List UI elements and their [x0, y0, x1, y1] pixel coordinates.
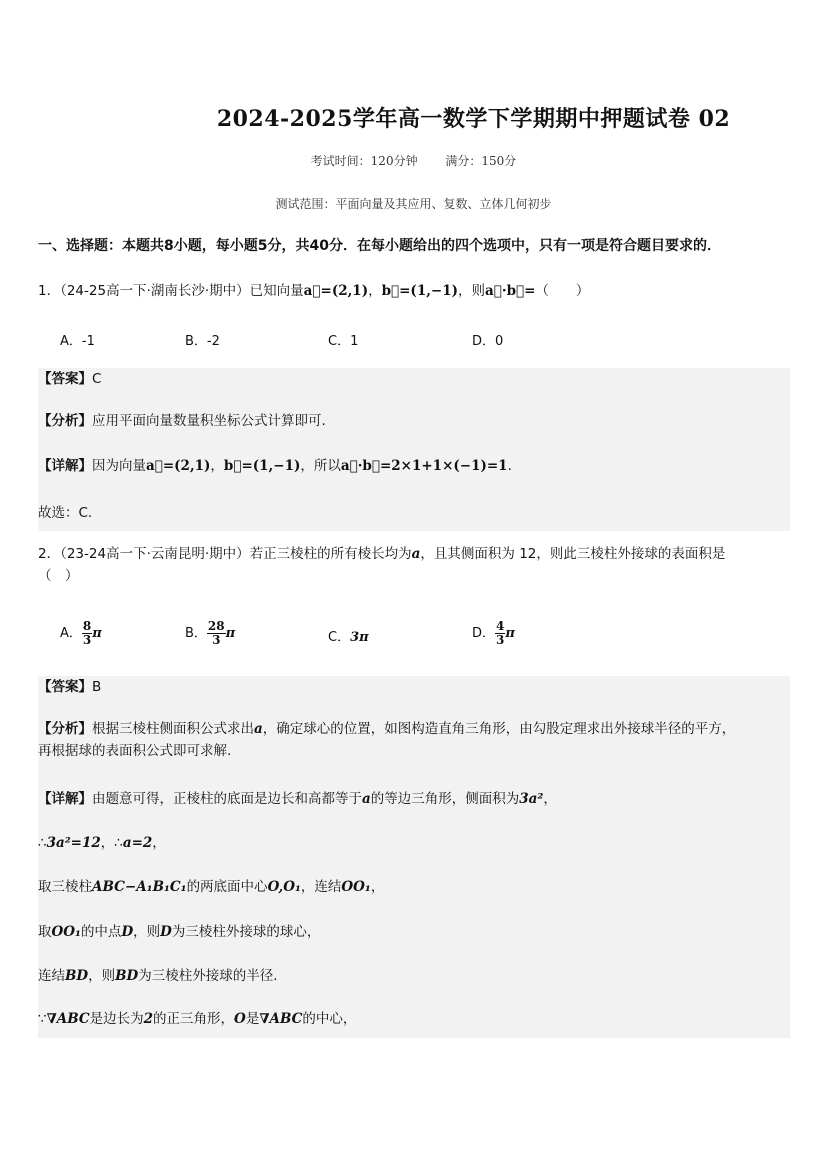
- detail-text: ，∴: [100, 835, 123, 851]
- analysis-text-b: ，确定球心的位置，如图构造直角三角形，由勾股定理求出外接球半径的平方，: [262, 721, 736, 737]
- q2-detail-5: [38, 965, 792, 987]
- option-label: C．: [328, 334, 351, 349]
- option-label: B．: [185, 334, 207, 349]
- denominator: 3: [212, 633, 221, 647]
- option-value: -2: [206, 334, 220, 349]
- detail-expression: ABC−A₁B₁C₁: [92, 879, 187, 895]
- analysis-var: a: [254, 721, 263, 737]
- q1-text: 已知向量: [249, 283, 304, 299]
- detail-expression: BD: [115, 968, 139, 984]
- q1-option-d[interactable]: [472, 330, 503, 349]
- detail-expression: a=2: [122, 835, 153, 851]
- q2-text: 若正三棱柱的所有棱长均为: [249, 546, 412, 562]
- answer-tag: 【答案】: [38, 371, 92, 387]
- q1-answer: [38, 368, 792, 390]
- detail-text: ，则: [88, 968, 116, 984]
- detail-text: 的两底面中心: [186, 879, 268, 895]
- denominator: 3: [82, 633, 92, 647]
- q2-answer: [38, 676, 792, 698]
- fraction: [207, 620, 226, 647]
- detail-text: 由题意可得，正棱柱的底面是边长和高都等于: [92, 791, 362, 807]
- detail-text: 连结: [38, 968, 65, 984]
- detail-sep: ，: [210, 458, 224, 474]
- detail-text: 取三棱柱: [38, 879, 92, 895]
- q1-analysis: [38, 410, 792, 432]
- q1-vector-a: a⃗=(2,1): [303, 283, 369, 299]
- full-score: 满分：150分: [445, 154, 517, 168]
- q2-source: （23-24高一下·云南昆明·期中）: [60, 546, 250, 562]
- detail-expression: O: [234, 1011, 246, 1027]
- q1-choice: 故选：C.: [38, 505, 93, 521]
- detail-text: ，: [152, 835, 166, 851]
- q2-number: 2．: [38, 546, 61, 562]
- detail-end: .: [507, 458, 512, 474]
- q2-option-b[interactable]: [185, 620, 235, 647]
- pi-symbol: π: [505, 626, 515, 641]
- detail-text: 为三棱柱外接球的半径．: [138, 968, 287, 984]
- answer-tag: 【答案】: [38, 679, 92, 695]
- q2-analysis: [38, 718, 792, 762]
- because-symbol: ∵: [38, 1011, 47, 1027]
- detail-var: a: [362, 791, 371, 807]
- q2-detail-4: [38, 921, 792, 943]
- q1-number: 1．: [38, 283, 61, 299]
- q2-text-b: ，且其侧面积为 12，则此三棱柱外接球的表面积是: [420, 546, 726, 562]
- q2-detail-3: [38, 876, 792, 898]
- detail-expression: D: [121, 924, 134, 940]
- exam-time: 考试时间：120分钟: [310, 154, 418, 168]
- detail-text: 的正三角形，: [153, 1011, 235, 1027]
- detail-text-b: ，所以: [300, 458, 341, 474]
- detail-expression: a⃗·b⃗=2×1+1×(−1)=1: [340, 458, 508, 474]
- section-heading: 一、选择题：本题共8小题，每小题5分，共40分．在每小题给出的四个选项中，只有一项是符合题目要求的．: [38, 238, 721, 254]
- detail-expression: 3a²: [519, 791, 544, 807]
- q2-var-a: a: [411, 546, 421, 562]
- detail-expression: D: [160, 924, 172, 940]
- analysis-tag: 【分析】: [38, 413, 92, 429]
- option-label: A．: [60, 334, 82, 349]
- option-label: D．: [472, 626, 496, 641]
- detail-tag: 【详解】: [38, 791, 92, 807]
- detail-tag: 【详解】: [38, 458, 92, 474]
- detail-expression: ∇ABC: [46, 1011, 90, 1027]
- q1-option-b[interactable]: [185, 330, 220, 349]
- detail-text: 是边长为: [89, 1011, 144, 1027]
- fraction: [495, 620, 505, 647]
- q1-expression: a⃗·b⃗=: [485, 283, 536, 299]
- q1-option-c[interactable]: [328, 330, 358, 349]
- detail-expression: 2: [143, 1011, 154, 1027]
- page-title: 2024-2025学年高一数学下学期期中押题试卷 02: [216, 106, 731, 132]
- detail-expression: OO₁: [51, 924, 81, 940]
- question-2: [38, 543, 792, 587]
- analysis-text: 根据三棱柱侧面积公式求出: [92, 721, 254, 737]
- option-value: 1: [350, 334, 359, 349]
- detail-text: ，: [370, 879, 385, 895]
- test-scope: 测试范围：平面向量及其应用、复数、立体几何初步: [275, 197, 552, 211]
- answer-value: B: [92, 679, 102, 695]
- option-value: 3π: [350, 630, 369, 645]
- detail-text: 取: [38, 924, 52, 940]
- detail-text: 为三棱柱外接球的球心，: [171, 924, 321, 940]
- detail-vector-a: a⃗=(2,1): [146, 458, 211, 474]
- detail-text: 是: [245, 1011, 260, 1027]
- fraction: [82, 620, 92, 647]
- q1-vector-b: b⃗=(1,−1): [381, 283, 459, 299]
- q2-option-a[interactable]: [60, 620, 102, 647]
- q2-option-d[interactable]: [472, 620, 515, 647]
- denominator: 3: [496, 633, 505, 647]
- detail-text: ，则: [133, 924, 161, 940]
- detail-text: 的中点: [80, 924, 122, 940]
- q2-option-c[interactable]: [328, 626, 369, 645]
- option-label: B．: [185, 626, 207, 641]
- numerator: 8: [82, 619, 92, 633]
- therefore-symbol: ∴: [38, 835, 47, 851]
- q2-blank: （ ）: [38, 568, 79, 584]
- detail-expression: OO₁: [341, 879, 371, 895]
- q2-detail-1: [38, 788, 792, 810]
- option-label: A．: [60, 626, 82, 641]
- numerator: 28: [207, 619, 225, 633]
- q1-source: （24-25高一下·湖南长沙·期中）: [60, 283, 250, 299]
- analysis-text-c: 再根据球的表面积公式即可求解.: [38, 743, 232, 759]
- detail-text: ，连结: [300, 879, 342, 895]
- option-label: C．: [328, 630, 351, 645]
- detail-expression: 3a²=12: [46, 835, 101, 851]
- detail-expression: BD: [65, 968, 89, 984]
- q1-text-b: ，则: [458, 283, 486, 299]
- numerator: 4: [496, 619, 505, 633]
- analysis-text: 应用平面向量数量积坐标公式计算即可.: [92, 413, 326, 429]
- answer-value: C: [92, 371, 102, 387]
- q1-option-a[interactable]: [60, 330, 95, 349]
- analysis-tag: 【分析】: [38, 721, 92, 737]
- option-value: 0: [495, 334, 504, 349]
- detail-text: 的中心，: [302, 1011, 357, 1027]
- q1-blank: （ ）: [535, 283, 590, 299]
- detail-text: 的等边三角形，侧面积为: [370, 791, 520, 807]
- detail-expression: ∇ABC: [259, 1011, 303, 1027]
- detail-text: ，: [543, 791, 557, 807]
- q1-sep: ，: [368, 283, 382, 299]
- detail-expression: O,O₁: [267, 879, 301, 895]
- option-value: -1: [81, 334, 95, 349]
- pi-symbol: π: [92, 626, 102, 641]
- option-label: D．: [472, 334, 496, 349]
- pi-symbol: π: [225, 626, 236, 641]
- q2-detail-6: [38, 1008, 792, 1030]
- question-1: [38, 280, 792, 302]
- q2-detail-2: [38, 832, 792, 854]
- exam-info: [40, 152, 787, 169]
- detail-text: 因为向量: [92, 458, 146, 474]
- q1-detail: [38, 455, 792, 477]
- detail-vector-b: b⃗=(1,−1): [223, 458, 301, 474]
